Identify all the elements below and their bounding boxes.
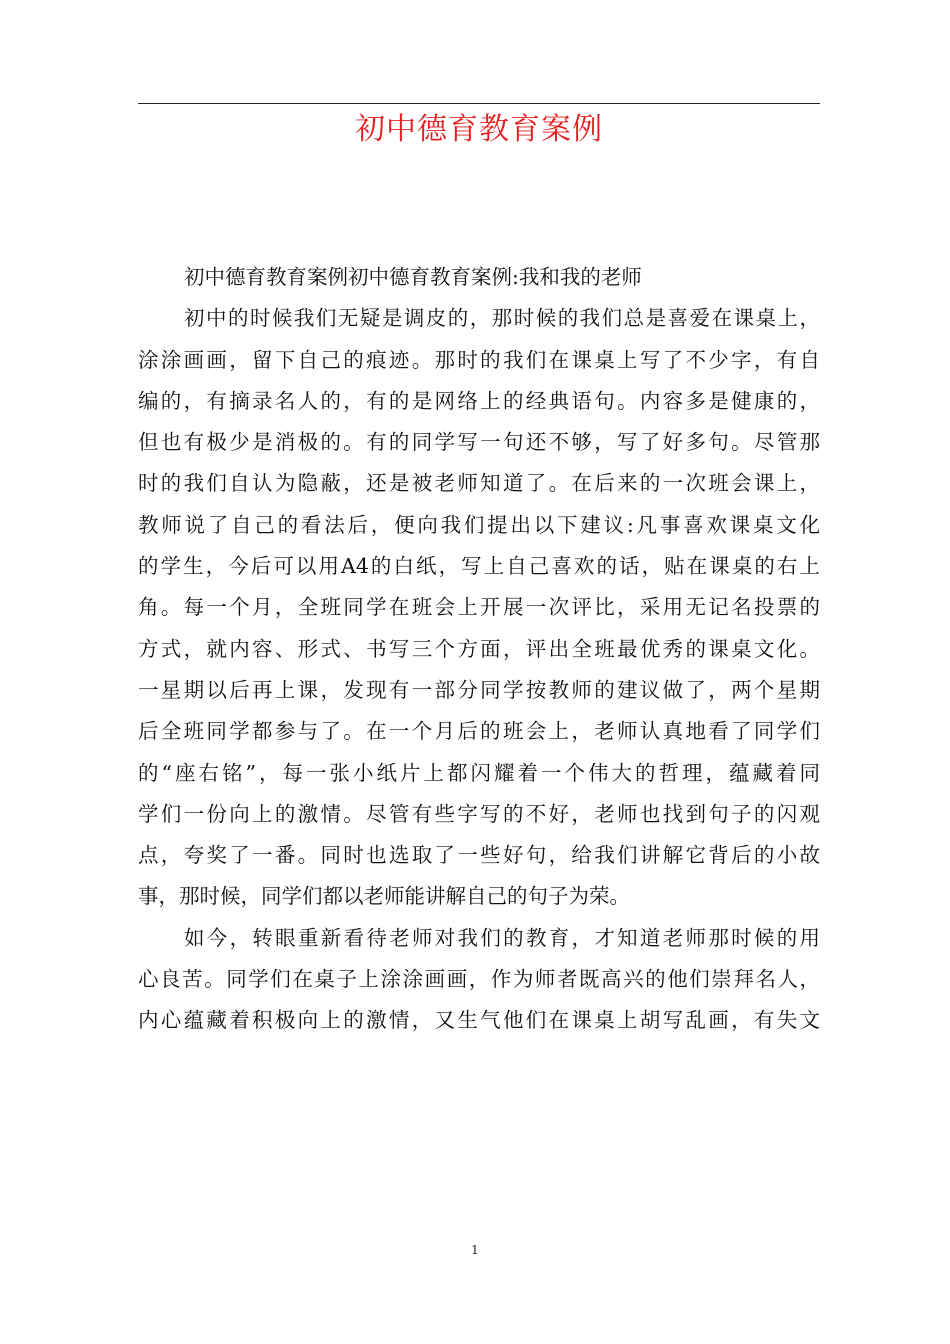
paragraph-line: 内心蕴藏着积极向上的激情，又生气他们在课桌上胡写乱画，有失文: [138, 1008, 820, 1033]
paragraph-line: 编的，有摘录名人的，有的是网络上的经典语句。内容多是健康的，: [138, 388, 820, 413]
paragraph-line: 学们一份向上的激情。尽管有些字写的不好，老师也找到句子的闪观: [138, 801, 820, 826]
paragraph-line: 时的我们自认为隐蔽，还是被老师知道了。在后来的一次班会课上，: [138, 471, 820, 496]
paragraph-line: 的“座右铭”，每一张小纸片上都闪耀着一个伟大的哲理，蕴藏着同: [138, 760, 820, 785]
paragraph-line: 教师说了自己的看法后，便向我们提出以下建议:凡事喜欢课桌文化: [138, 512, 820, 537]
page-number: 1: [471, 1243, 479, 1257]
header-divider: [138, 103, 820, 104]
paragraph-line: 事，那时候，同学们都以老师能讲解自己的句子为荣。: [138, 884, 630, 909]
document-body: [138, 257, 820, 1042]
paragraph-line: 心良苦。同学们在桌子上涂涂画画，作为师者既高兴的他们崇拜名人，: [138, 967, 820, 992]
paragraph-line: 一星期以后再上课，发现有一部分同学按教师的建议做了，两个星期: [138, 677, 820, 702]
document-title: 初中德育教育案例: [355, 112, 603, 147]
paragraph-line: 的学生，今后可以用A4的白纸，写上自己喜欢的话，贴在课桌的右上: [138, 554, 820, 579]
paragraph-line: 方式，就内容、形式、书写三个方面，评出全班最优秀的课桌文化。: [138, 636, 820, 661]
paragraph-line: 但也有极少是消极的。有的同学写一句还不够，写了好多句。尽管那: [138, 430, 820, 455]
paragraph-line: 后全班同学都参与了。在一个月后的班会上，老师认真地看了同学们: [138, 719, 820, 744]
paragraph-line: 点，夸奖了一番。同时也选取了一些好句，给我们讲解它背后的小故: [138, 843, 820, 868]
paragraph-line: 涂涂画画，留下自己的痕迹。那时的我们在课桌上写了不少字，有自: [138, 347, 820, 372]
paragraph-line: 如今，转眼重新看待老师对我们的教育，才知道老师那时候的用: [184, 925, 820, 950]
paragraph-line: 初中的时候我们无疑是调皮的，那时候的我们总是喜爱在课桌上，: [184, 306, 820, 331]
paragraph-line: 角。每一个月，全班同学在班会上开展一次评比，采用无记名投票的: [138, 595, 820, 620]
paragraph-line: 初中德育教育案例初中德育教育案例:我和我的老师: [184, 265, 642, 289]
